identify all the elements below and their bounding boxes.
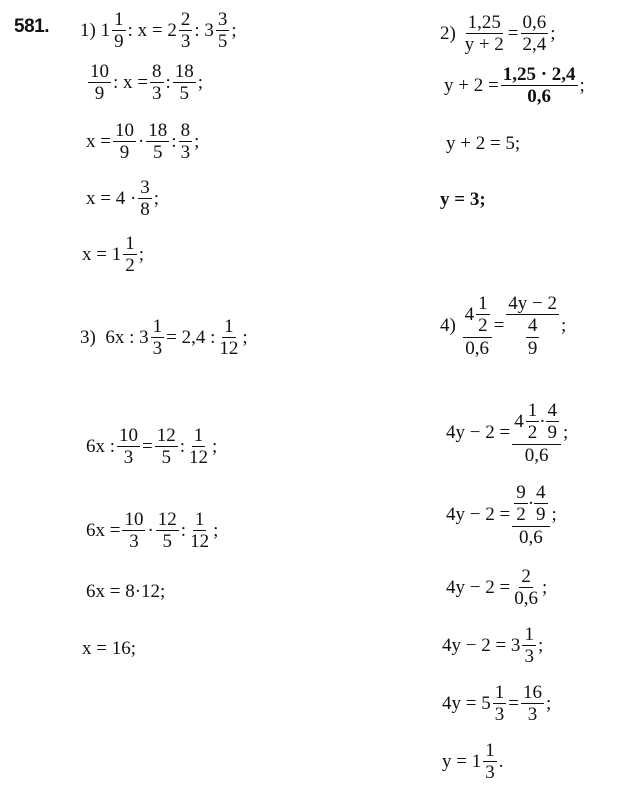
fraction: 8 3 <box>180 120 191 164</box>
end: ; <box>563 421 569 443</box>
fraction: $\frac{0,6}{2,4}$ <box>522 12 547 56</box>
eq1-line2 <box>86 61 203 105</box>
eq1-line5 <box>82 233 144 277</box>
fraction: 1 3 <box>524 624 534 668</box>
text: 6x : <box>86 435 116 457</box>
fraction: 2 3 <box>180 9 191 53</box>
eq4-line2 <box>446 400 568 466</box>
fraction: 1 12 <box>189 425 209 469</box>
eq3-line4 <box>86 581 165 603</box>
fraction: $\frac{1}{3}$ <box>152 316 163 360</box>
text: : <box>171 130 177 152</box>
text: 4y − 2 = <box>446 576 511 598</box>
text: x = 16; <box>82 638 136 659</box>
text: = 2,4 : <box>166 326 216 348</box>
text: = <box>508 692 519 714</box>
eq3-line3 <box>86 509 218 553</box>
text: y = 3; <box>440 189 486 210</box>
end: ; <box>212 435 218 457</box>
text: 4y − 2 = <box>446 503 511 525</box>
fraction: $\frac{10}{3}$ <box>124 509 144 553</box>
fraction: 18 5 <box>148 120 168 164</box>
text: x = <box>86 130 111 152</box>
eq2-line3 <box>446 133 520 155</box>
eq4-line7 <box>442 740 503 784</box>
fraction: $\frac{16}{3}$ <box>522 682 542 726</box>
end: . <box>498 750 504 772</box>
text: · <box>137 130 145 152</box>
fraction: $\frac{12}{5}$ <box>156 425 176 469</box>
text: = <box>142 435 153 457</box>
end: ; <box>550 22 556 44</box>
fraction: 4 1 2 0,6 <box>463 293 492 359</box>
text: : x = <box>113 71 148 93</box>
eq4-line3 <box>446 482 557 548</box>
end: ; <box>197 71 204 93</box>
text: : <box>180 519 187 541</box>
eq1-line1 <box>80 9 237 53</box>
fraction: $\frac{10}{3}$ <box>119 425 139 469</box>
eq3-line1 <box>80 316 248 360</box>
fraction: 1 12 <box>190 509 210 553</box>
end: ; <box>537 634 544 656</box>
text: 6x = <box>86 519 121 541</box>
eq4-line4 <box>446 566 547 610</box>
text: y + 2 = <box>444 74 499 96</box>
fraction: 12 5 <box>157 509 177 553</box>
text: 4y − 2 = <box>446 421 511 443</box>
eq3-line2 <box>86 425 217 469</box>
fraction: 3 5 <box>217 9 228 53</box>
label-4: 4) <box>440 314 456 336</box>
fraction: 1 3 <box>485 740 495 784</box>
text: 6x = 8·12; <box>86 581 166 602</box>
fraction: $\frac{2}{0,6}$ <box>514 566 538 610</box>
fraction: 9 2 · 4 9 0,6 <box>512 482 549 548</box>
fraction: 1 2 <box>125 233 135 277</box>
eq2-line1 <box>440 12 556 56</box>
label-3: 3) <box>80 326 96 348</box>
fraction: $\frac{1,25}{y + 2}$ <box>464 12 504 56</box>
text: x = 4 · <box>86 187 137 209</box>
fraction: 18 5 <box>174 61 194 105</box>
fraction: 1 9 <box>114 9 124 53</box>
fraction: 3 8 <box>140 177 150 221</box>
eq4-line5 <box>442 624 543 668</box>
problem-number: 581. <box>14 16 49 37</box>
end: ; <box>231 19 237 41</box>
eq4-line1 <box>440 293 566 359</box>
end: ; <box>242 326 248 348</box>
eq3-line5 <box>82 638 136 660</box>
text: : 3 <box>194 19 214 41</box>
fraction: $\frac{10}{9}$ <box>114 120 134 164</box>
eq1-line4 <box>86 177 159 221</box>
text: 4y = 5 <box>442 692 491 714</box>
text: = <box>493 314 505 336</box>
fraction: $\frac{8}{3}$ <box>152 61 162 105</box>
fraction: $\frac{1}{3}$ <box>494 682 505 726</box>
text: · <box>147 519 154 541</box>
fraction: 4 1 2 · 4 9 0,6 <box>512 400 561 466</box>
fraction: 1 12 <box>219 316 239 360</box>
text: : x = 2 <box>127 19 177 41</box>
text: y + 2 = 5; <box>446 133 521 154</box>
eq1-line3 <box>86 120 199 164</box>
text: = <box>507 22 519 44</box>
text: : <box>165 71 171 93</box>
end: ; <box>579 74 585 96</box>
text: y = 1 <box>442 750 482 772</box>
text: x = 1 <box>82 243 122 265</box>
eq4-line6 <box>442 682 551 726</box>
label-2: 2) <box>440 22 456 44</box>
fraction: 10 9 <box>90 61 109 105</box>
label-1: 1) <box>80 19 96 41</box>
end: ; <box>561 314 567 336</box>
fraction: $\frac{4y - 2}{\frac{4}{9}}$ <box>508 293 558 359</box>
eq2-line2 <box>444 64 585 108</box>
end: ; <box>545 692 552 714</box>
end: ; <box>138 243 144 265</box>
end: ; <box>541 576 548 598</box>
text: 6x : 3 <box>105 326 149 348</box>
end: ; <box>213 519 219 541</box>
fraction: $\frac{1,25 \cdot 2,4}{0,6}$ <box>502 64 576 108</box>
whole: 1 <box>100 19 111 41</box>
end: ; <box>194 130 200 152</box>
eq2-line4 <box>440 189 486 211</box>
text: 4y − 2 = 3 <box>442 634 521 656</box>
end: ; <box>153 187 160 209</box>
text: : <box>179 435 186 457</box>
end: ; <box>551 503 557 525</box>
